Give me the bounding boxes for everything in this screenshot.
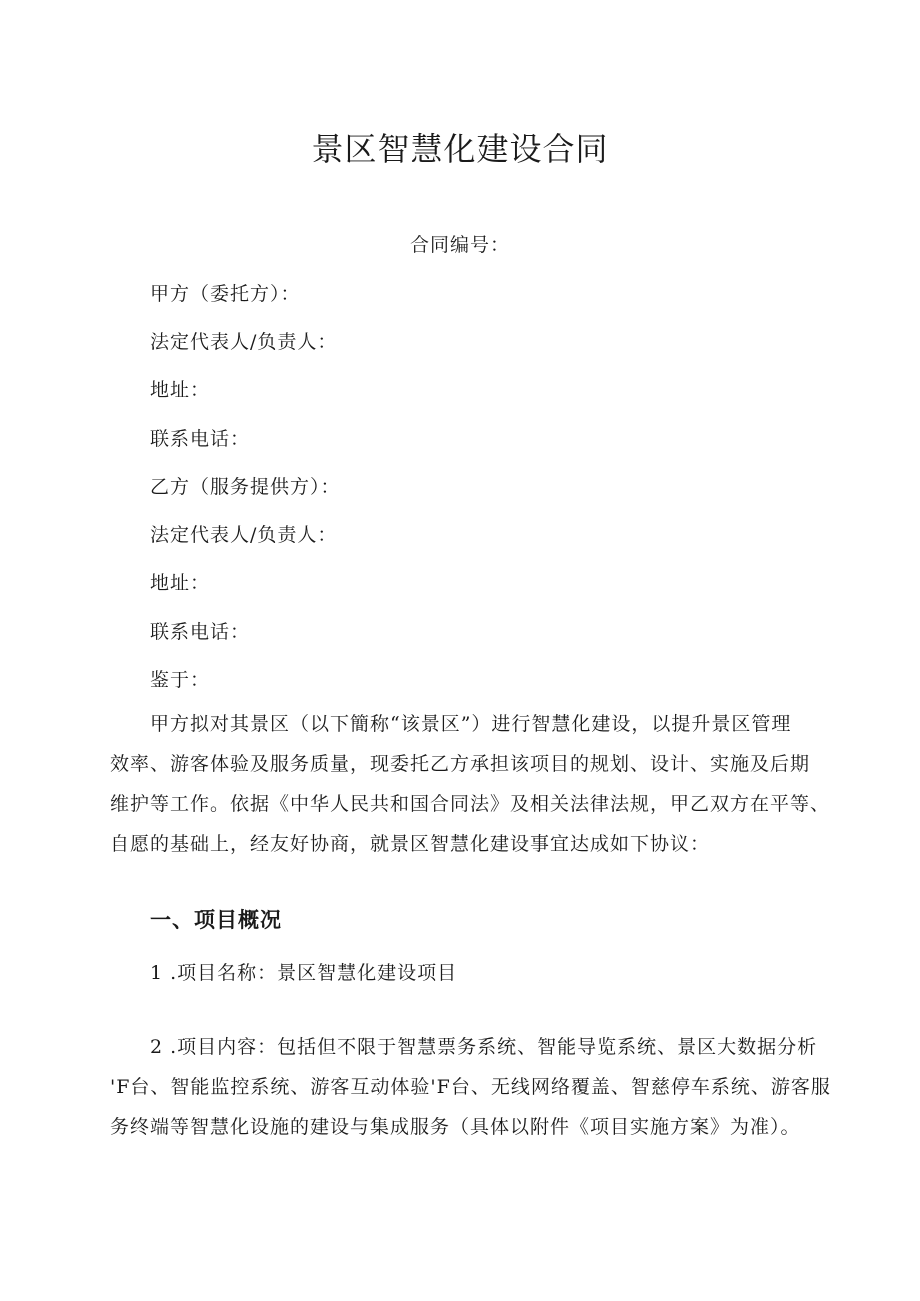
section-heading-project-overview: 一、项目概况 [150,908,282,932]
project-content-line: 'F台、智能监控系统、游客互动体验'F台、无线网络覆盖、智慈停车系统、游客服 [110,1076,831,1098]
party-a-representative-label: 法定代表人/负责人： [150,331,338,353]
party-a-address-label: 地址： [150,379,211,401]
intro-paragraph [110,704,831,864]
party-b-representative-label: 法定代表人/负责人： [150,524,338,546]
project-content-line: 2 .项目内容：包括但不限于智慧票务系统、智能导览系统、景区大数据分析 [150,1036,818,1058]
intro-line: 效率、游客体验及服务质量，现委托乙方承担该项目的规划、设计、实施及后期 [110,753,811,775]
whereas-label: 鉴于： [150,669,211,691]
project-content-item [110,1027,831,1147]
party-b-phone-label: 联系电话： [150,621,251,643]
project-content-line: 务终端等智慧化设施的建设与集成服务（具体以附件《项目实施方案》为准）。 [110,1116,801,1138]
intro-line: 维护等工作。依据《中华人民共和国合同法》及相关法律法规，甲乙双方在平等、 [110,793,831,815]
project-name-item: 1 .项目名称：景区智慧化建设项目 [150,962,458,984]
party-b-address-label: 地址： [150,572,211,594]
party-a-label: 甲方（委托方）： [150,283,301,305]
party-a-phone-label: 联系电话： [150,428,251,450]
intro-line: 自愿的基础上，经友好协商，就景区智慧化建设事宜达成如下协议： [110,833,711,855]
party-b-label: 乙方（服务提供方）： [150,476,341,498]
intro-line: 甲方拟对其景区（以下簡称“该景区”）进行智慧化建设，以提升景区管理 [150,713,792,735]
document-title: 景区智慧化建设合同 [311,130,609,168]
contract-number-label: 合同编号： [409,234,510,256]
